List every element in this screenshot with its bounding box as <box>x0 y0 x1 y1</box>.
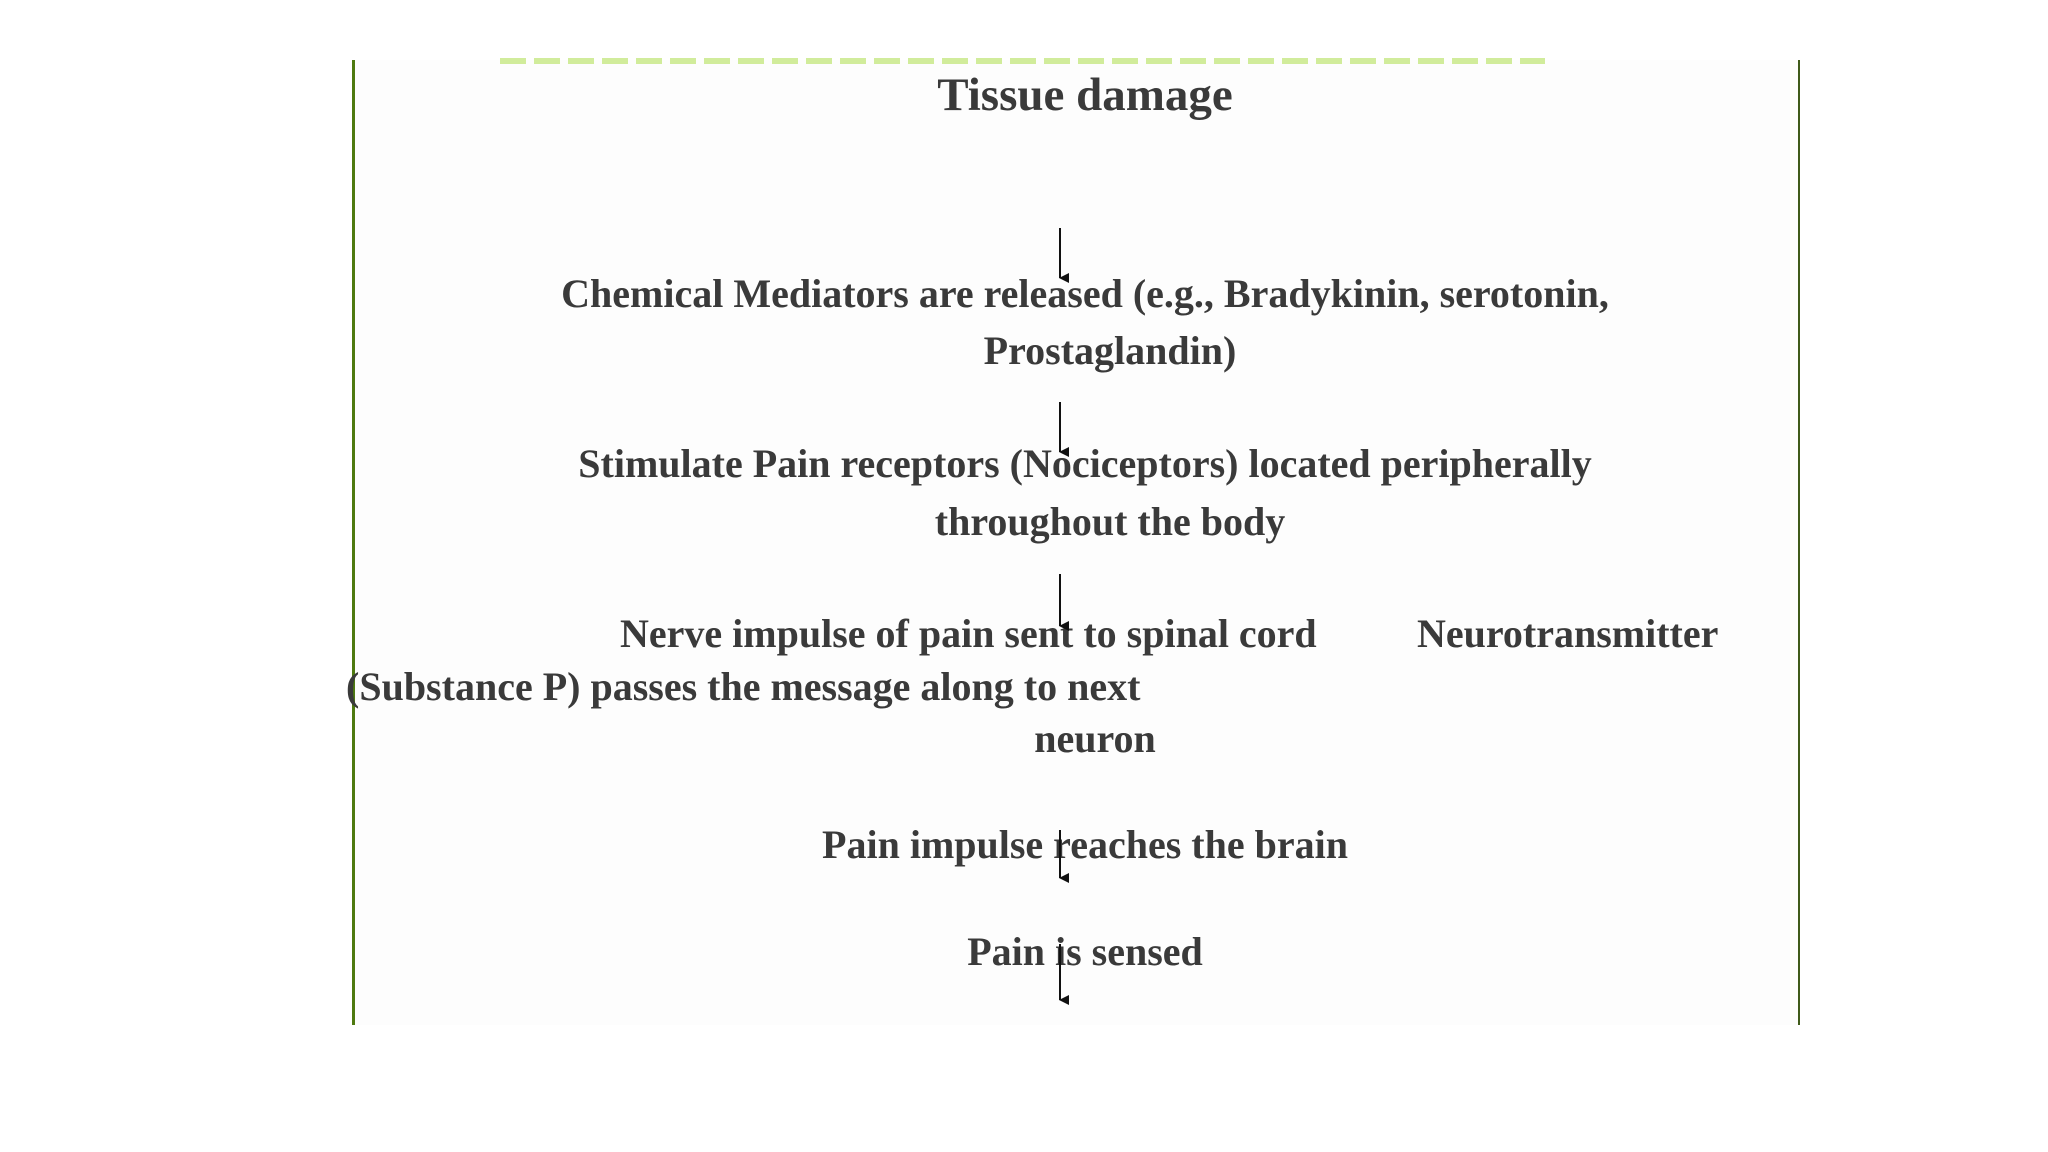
step-3-line-1b: Neurotransmitter <box>1417 611 1719 656</box>
step-1-line-2: Prostaglandin) <box>983 328 1237 373</box>
step-3-line-3: neuron <box>1034 716 1156 761</box>
step-5-line-1: Pain is sensed <box>967 929 1203 974</box>
step-2-line-1: Stimulate Pain receptors (Nociceptors) located peripherally <box>578 441 1592 486</box>
step-4-line-1: Pain impulse reaches the brain <box>822 822 1348 867</box>
step-2-line-2: throughout the body <box>934 499 1286 544</box>
clipped-heading-remnant <box>500 58 1545 64</box>
diagram-title: Tissue damage <box>937 69 1233 121</box>
step-3-line-2: (Substance P) passes the message along to next <box>346 664 1141 709</box>
right-border-line <box>1798 60 1800 1025</box>
left-border-line <box>352 60 355 1025</box>
step-1-line-1: Chemical Mediators are released (e.g., Bradykinin, serotonin, <box>561 271 1609 316</box>
step-3-line-1a: Nerve impulse of pain sent to spinal cord <box>620 611 1317 656</box>
